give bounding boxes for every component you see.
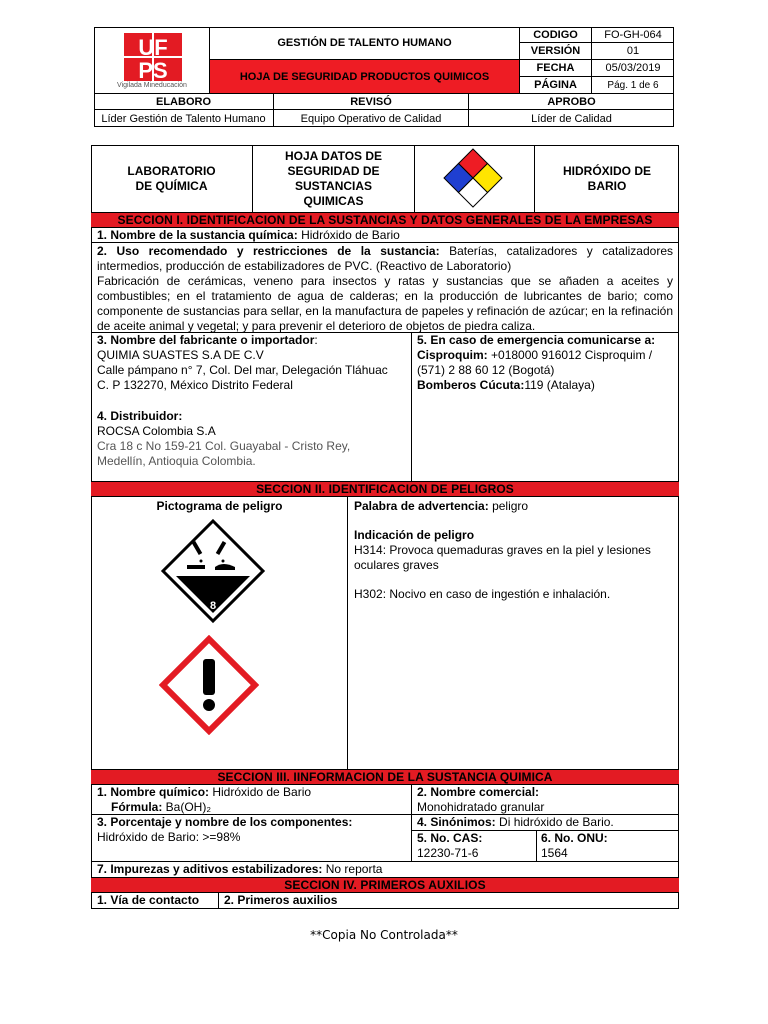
meta-value-page: Pág. 1 de 6 xyxy=(607,79,659,91)
first-aid-header: 2. Primeros auxilios xyxy=(224,893,338,907)
pictogram-block xyxy=(91,497,348,769)
meta-label-date: FECHA xyxy=(520,60,592,77)
cisproquim-label: Cisproquim: xyxy=(417,348,488,362)
commercial-name-value: Monohidratado granular xyxy=(417,800,545,814)
h302-statement: H302: Nocivo en caso de ingestión e inhalación. xyxy=(354,587,611,601)
contact-route-header: 1. Vía de contacto xyxy=(91,893,219,909)
impurities-row xyxy=(91,861,679,877)
doc-title: HOJA DE SEGURIDAD PRODUCTOS QUIMICOS xyxy=(210,60,520,93)
logo-caption: Vigilada Mineducación xyxy=(117,82,187,89)
section-1-header: SECCION I. IDENTIFICACION DE LA SUSTANCIAS Y DATOS GENERALES DE LA EMPRESAS xyxy=(91,212,679,228)
maker-addr1: Calle pámpano n° 7, Col. Del mar, Delegación Tláhuac xyxy=(97,363,388,377)
nfpa-cell xyxy=(415,145,535,212)
section-4-header: SECCION IV. PRIMEROS AUXILIOS xyxy=(91,877,679,893)
substance-name-label: 1. Nombre de la sustancia química: xyxy=(97,228,298,242)
onu-cell xyxy=(537,831,679,861)
chem-name-label: 1. Nombre químico: xyxy=(97,785,210,799)
dist-label: 4. Distribuidor: xyxy=(97,409,183,423)
substance-title: HIDRÓXIDO DE BARIO xyxy=(562,163,651,193)
maker-name: QUIMIA SUASTES S.A DE C.V xyxy=(97,348,264,362)
onu-label: 6. No. ONU: xyxy=(541,831,608,845)
logo-bottom: PS xyxy=(138,58,168,83)
chem-name-cell xyxy=(91,785,412,815)
synonyms-cell xyxy=(412,815,679,831)
exclamation-pictogram-icon xyxy=(159,635,259,735)
dist-name: ROCSA Colombia S.A xyxy=(97,424,216,438)
pictogram-label: Pictograma de peligro xyxy=(156,499,283,513)
meta-label-code: CODIGO xyxy=(520,27,592,43)
maker-addr2: C. P 132270, México Distrito Federal xyxy=(97,378,293,392)
use-detail: Fabricación de cerámicas, veneno para insectos y ratas y sustancias que se añaden a aceites y combustibles; en el tratamiento de agua de calderas; en la producción de lubricantes de bario; como componente de sustancias para sellar, en la manufactura de papeles y refinación de azúcar; en la refinación de aceite animal y vegetal; y para prevenir el deterioro de objetos de piedra caliza. xyxy=(97,274,673,333)
person-elaboro: Líder Gestión de Talento Humano xyxy=(94,110,274,127)
dept-title: GESTIÓN DE TALENTO HUMANO xyxy=(210,27,520,60)
impurities-value: No reporta xyxy=(322,862,383,876)
corrosion-class: 8 xyxy=(209,600,217,612)
dist-addr1: Cra 18 c No 159-21 Col. Guayabal - Cristo Rey, xyxy=(97,439,351,453)
maker-block xyxy=(91,333,412,481)
components-value: Hidróxido de Bario: >=98% xyxy=(97,830,241,844)
person-reviso: Equipo Operativo de Calidad xyxy=(274,110,469,127)
synonyms-label: 4. Sinónimos: xyxy=(417,815,496,829)
cas-cell xyxy=(412,831,537,861)
meta-label-page: PÁGINA xyxy=(520,77,592,93)
role-aprobo: APROBO xyxy=(469,93,674,110)
meta-grid xyxy=(520,27,674,93)
emergency-label: 5. En caso de emergencia comunicarse a: xyxy=(417,333,656,347)
onu-value: 1564 xyxy=(541,846,568,860)
logo-cell xyxy=(94,27,210,93)
substance-name-value: Hidróxido de Bario xyxy=(297,228,400,242)
components-label: 3. Porcentaje y nombre de los componentes: xyxy=(97,815,353,829)
cas-label: 5. No. CAS: xyxy=(417,831,483,845)
meta-label-version: VERSIÓN xyxy=(520,43,592,60)
meta-value-code: FO-GH-064 xyxy=(592,27,674,43)
commercial-name-label: 2. Nombre comercial: xyxy=(417,785,540,799)
use-label: 2. Uso recomendado y restricciones de la sustancia: xyxy=(97,244,440,258)
maker-colon: : xyxy=(314,333,318,347)
use-value: Baterías, catalizadores y catalizadores intermedios, producción de estabilizadores de PVC. (Reactivo de Laboratorio) xyxy=(97,244,673,273)
commercial-name-cell xyxy=(412,785,679,815)
chem-name-value: Hidróxido de Bario xyxy=(209,785,312,799)
bomberos-value: 119 (Atalaya) xyxy=(524,378,595,392)
cisproquim-value: +018000 916012 Cisproquim / xyxy=(487,348,653,362)
section-2-header: SECCION II. IDENTIFICACION DE PELIGROS xyxy=(91,481,679,497)
section-3-header: SECCION III. IINFORMACION DE LA SUSTANCIA QUIMICA xyxy=(91,769,679,785)
person-aprobo: Líder de Calidad xyxy=(531,112,612,125)
h314-statement: H314: Provoca quemaduras graves en la piel y lesiones oculares graves xyxy=(354,543,651,572)
nfpa-diamond-icon xyxy=(415,145,535,212)
emergency-line2: (571) 2 88 60 12 (Bogotá) xyxy=(417,363,555,377)
bomberos-label: Bomberos Cúcuta: xyxy=(417,378,525,392)
footer-note: **Copia No Controlada** xyxy=(310,928,458,942)
formula-value: Ba(OH)₂ xyxy=(162,800,212,814)
role-elaboro: ELABORO xyxy=(94,93,274,110)
logo-top: UF xyxy=(138,35,168,60)
synonyms-value: Di hidróxido de Bario. xyxy=(495,815,614,829)
maker-label: 3. Nombre del fabricante o importador xyxy=(97,333,315,347)
role-reviso: REVISÓ xyxy=(274,93,469,110)
use-block xyxy=(91,243,679,333)
warning-label: Palabra de advertencia: xyxy=(354,499,489,513)
hazard-indication-label: Indicación de peligro xyxy=(354,528,475,542)
sheet-title: HOJA DATOS DE SEGURIDAD DE SUSTANCIAS QUIMICAS xyxy=(253,145,415,212)
emergency-block xyxy=(412,333,679,481)
cas-value: 12230-71-6 xyxy=(417,846,479,860)
substance-name-row xyxy=(91,228,679,243)
impurities-label: 7. Impurezas y aditivos estabilizadores: xyxy=(97,862,323,876)
warning-value: peligro xyxy=(488,499,529,513)
dist-addr2: Medellín, Antioquia Colombia. xyxy=(97,454,256,468)
formula-label: Fórmula: xyxy=(111,800,163,814)
lab-title: LABORATORIO DE QUÍMICA xyxy=(91,145,253,212)
components-cell xyxy=(91,815,412,861)
hazard-text-block xyxy=(348,497,679,769)
meta-value-date: 05/03/2019 xyxy=(592,60,674,77)
meta-value-version: 01 xyxy=(592,43,674,60)
